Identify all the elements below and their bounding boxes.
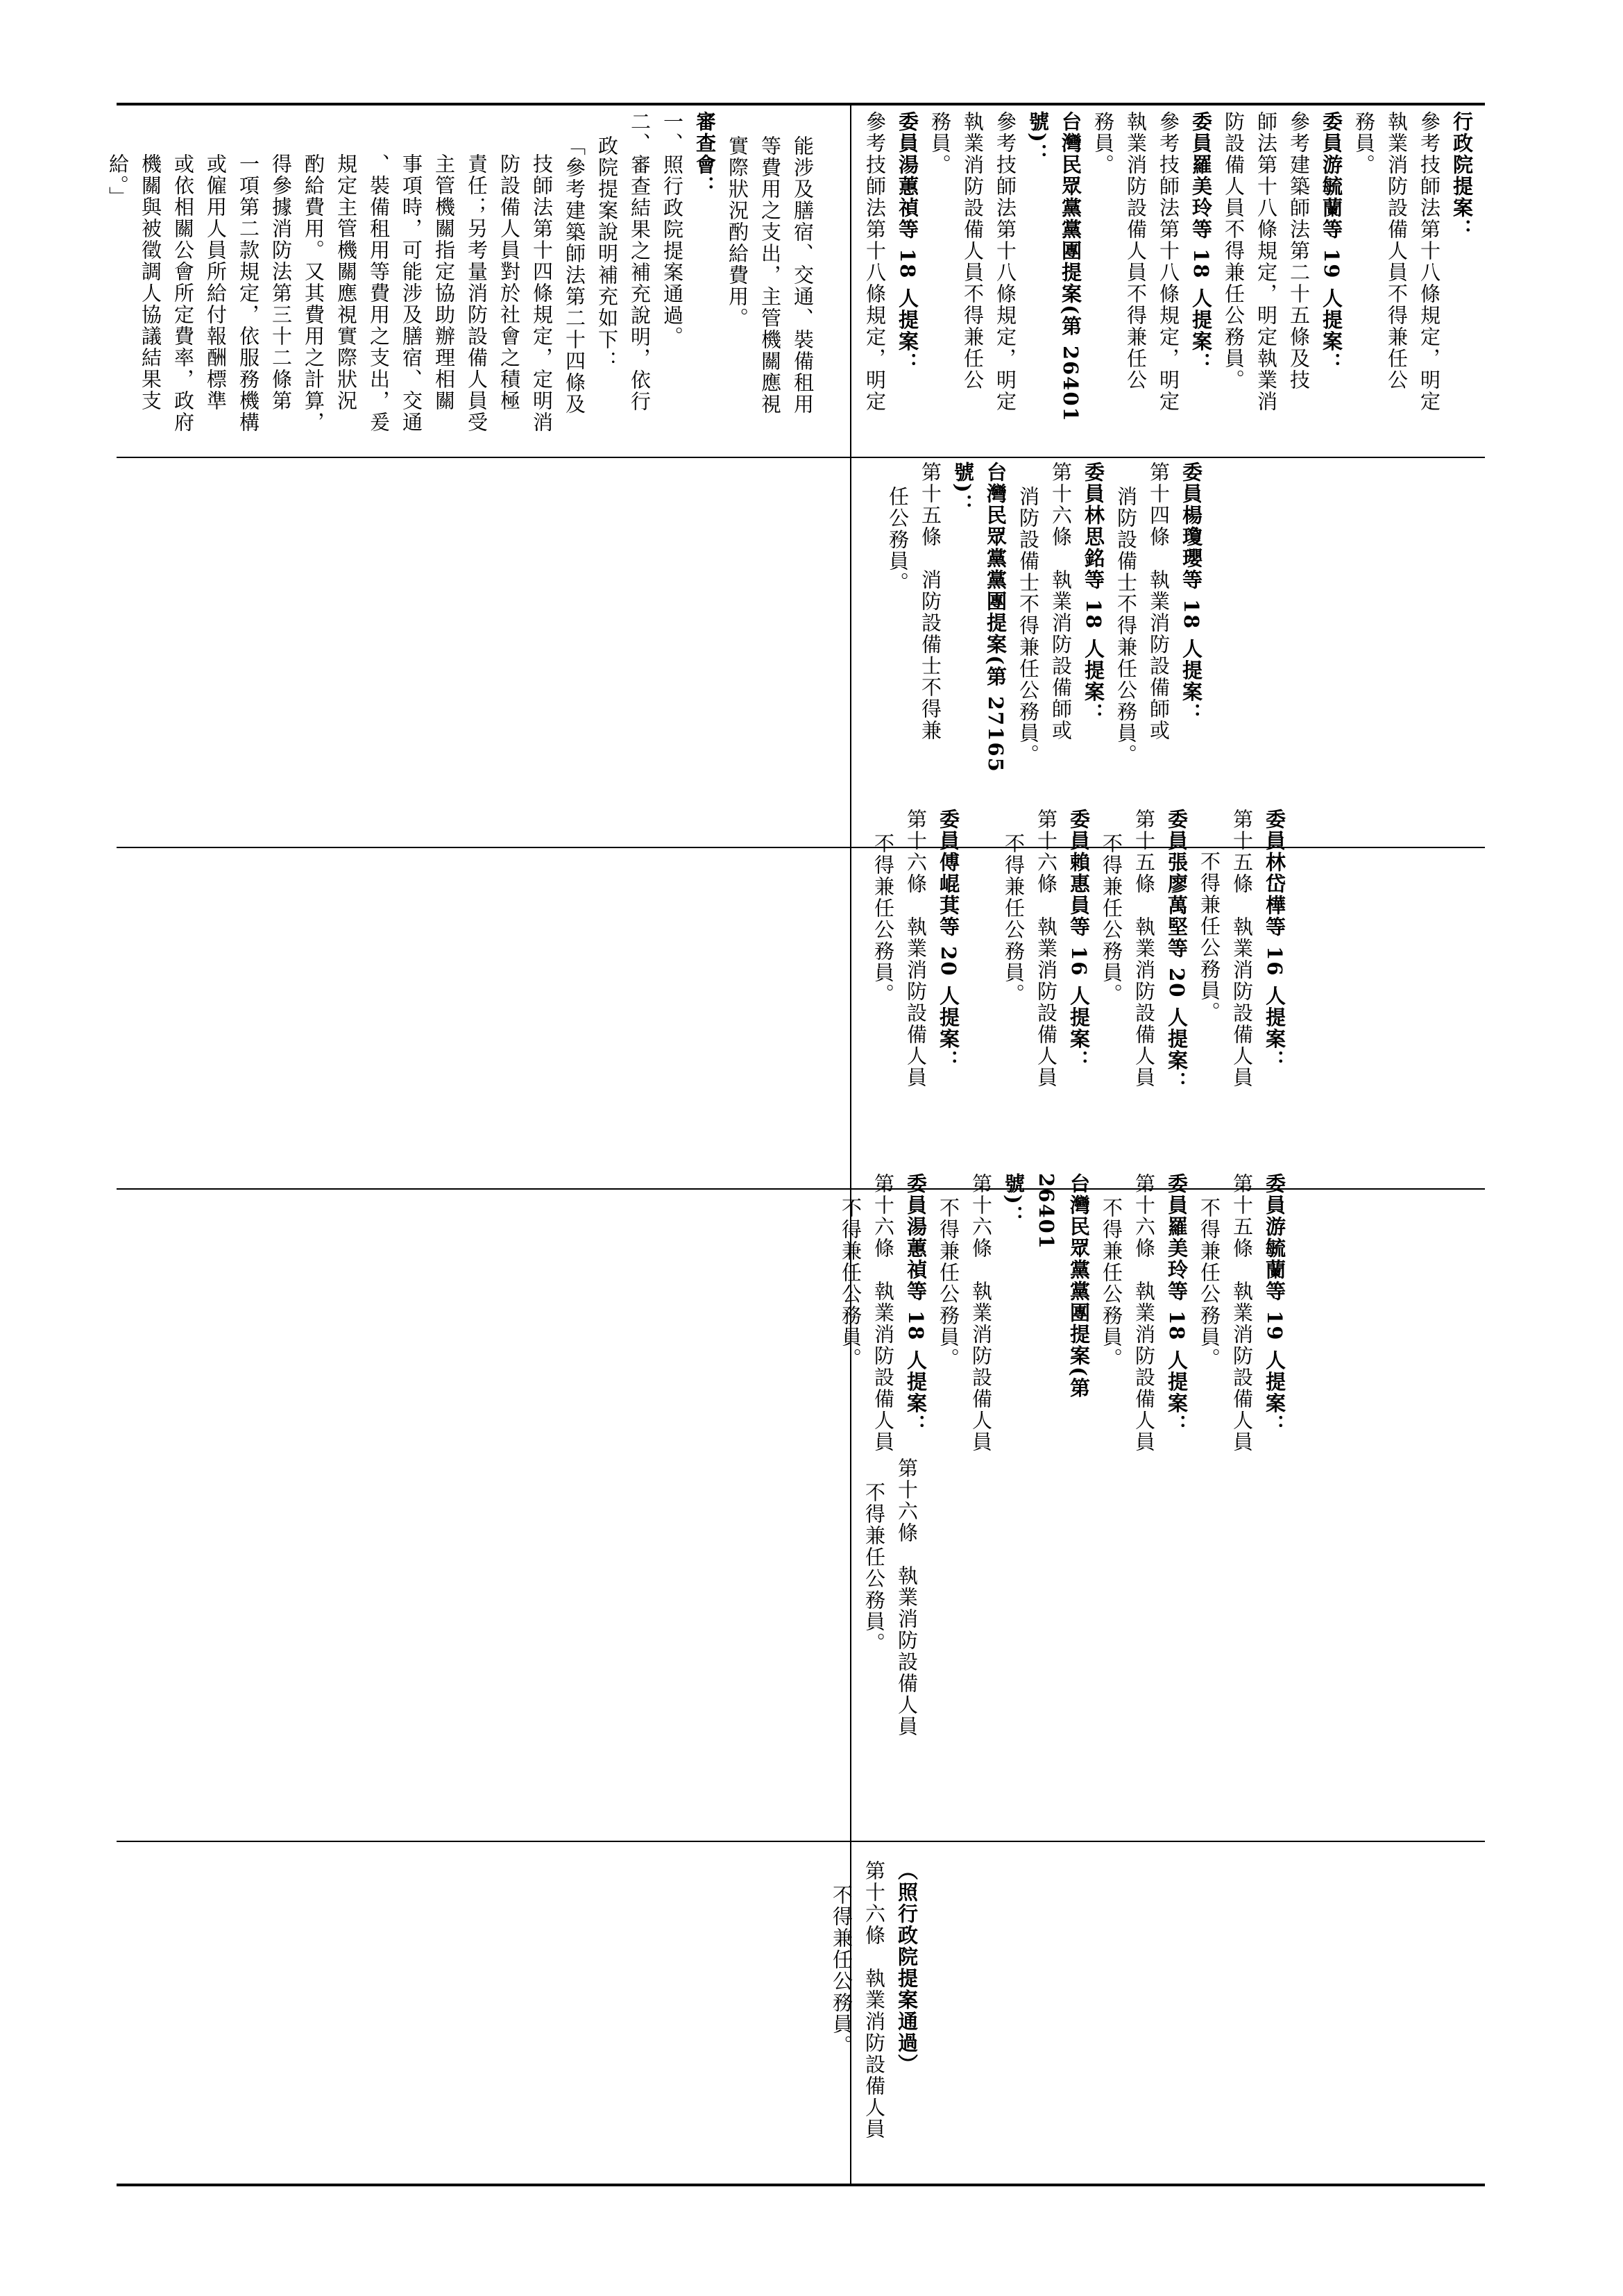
text-line: 消防設備士不得兼任公務員。 bbox=[1017, 485, 1040, 766]
text-block-proposals-a bbox=[805, 1173, 1291, 1464]
text-line: 號)： bbox=[1002, 1173, 1026, 1227]
text-line: 委員湯蕙禎等 18 人提案： bbox=[896, 111, 919, 374]
text-line: 執業消防設備人員不得兼任公 bbox=[961, 111, 985, 391]
text-line: 機關與被徵調人協議結果支 bbox=[139, 153, 162, 412]
text-line: 參考技師法第十八條規定，明定 bbox=[1157, 111, 1180, 412]
text-line: 得參據消防法第三十二條第 bbox=[269, 153, 293, 412]
text-line: 第十五條 執業消防設備人員 bbox=[1230, 1173, 1254, 1453]
text-line: 一項第二款規定，依服務機構 bbox=[237, 153, 260, 433]
text-line: 委員傅崐萁等 20 人提案： bbox=[937, 809, 960, 1072]
text-line: 委員羅美玲等 18 人提案： bbox=[1189, 111, 1213, 374]
bottom-rule bbox=[117, 2184, 1485, 2186]
text-line: 等費用之支出，主管機關應視 bbox=[758, 135, 782, 415]
text-line: 參考技師法第十八條規定，明定 bbox=[863, 111, 887, 412]
text-line: 第十六條 執業消防設備人員 bbox=[1132, 1173, 1156, 1453]
text-line: 執業消防設備人員不得兼任公 bbox=[1124, 111, 1148, 391]
text-line: 政院提案說明補充如下： bbox=[595, 135, 619, 372]
text-line: 行政院提案： bbox=[1450, 111, 1474, 240]
text-line: 不得兼任公務員。 bbox=[872, 832, 895, 1005]
text-line: 委員張廖萬堅等 20 人提案： bbox=[1165, 809, 1189, 1093]
block-divider bbox=[117, 1841, 1485, 1842]
text-line bbox=[965, 809, 997, 1135]
text-line: 實際狀況酌給費用。 bbox=[726, 135, 749, 329]
text-line: 務員。 bbox=[1091, 111, 1115, 176]
text-line: 委員賴惠員等 16 人提案： bbox=[1067, 809, 1091, 1072]
text-line: 執業消防設備人員不得兼任公 bbox=[1385, 111, 1409, 391]
text-line: 或僱用人員所給付報酬標準 bbox=[204, 153, 228, 412]
text-line: 事項時，可能涉及膳宿、交通 bbox=[400, 153, 423, 433]
text-line: 第十五條 消防設備士不得兼 bbox=[919, 462, 942, 741]
text-line: 不得兼任公務員。 bbox=[1002, 832, 1026, 1005]
text-line: 第十六條 執業消防設備人員 bbox=[872, 1173, 895, 1453]
text-line: 不得兼任公務員。 bbox=[937, 1197, 960, 1369]
text-line: 號)： bbox=[951, 462, 975, 516]
text-line: 能涉及膳宿、交通、裝備租用 bbox=[791, 135, 815, 415]
text-line: 委員林思銘等 18 人提案： bbox=[1082, 462, 1105, 725]
text-line: 第十六條 執業消防設備人員 bbox=[904, 809, 928, 1088]
text-line: （照行政院提案通過） bbox=[895, 1860, 919, 2075]
text-line: 第十五條 執業消防設備人員 bbox=[1132, 809, 1156, 1088]
text-line: 第十五條 執業消防設備人員 bbox=[1230, 809, 1254, 1088]
text-line: 委員林岱樺等 16 人提案： bbox=[1263, 809, 1286, 1072]
text-line: 委員楊瓊瓔等 18 人提案： bbox=[1180, 462, 1203, 725]
text-line: 消防設備士不得兼任公務員。 bbox=[1114, 485, 1138, 766]
text-line: 「參考建築師法第二十四條及 bbox=[563, 135, 586, 415]
text-line: 一、照行政院提案通過。 bbox=[661, 111, 684, 348]
text-line: 防設備人員不得兼任公務員。 bbox=[1222, 111, 1246, 391]
text-line: 委員游毓蘭等 19 人提案： bbox=[1263, 1173, 1286, 1436]
text-line: 防設備人員對於社會之積極 bbox=[498, 153, 521, 412]
text-line: 不得兼任公務員。 bbox=[1100, 1197, 1123, 1369]
text-line: 委員游毓蘭等 19 人提案： bbox=[1320, 111, 1343, 374]
text-block-passed bbox=[812, 1860, 923, 2166]
text-line: 規定主管機關應視實際狀況 bbox=[334, 153, 358, 412]
text-line: 不得兼任公務員。 bbox=[863, 1481, 886, 1654]
text-line: 台灣民眾黨黨團提案(第 26401 bbox=[1035, 1173, 1091, 1399]
text-line: 台灣民眾黨黨團提案(第 27165 bbox=[984, 462, 1008, 773]
text-block-explanations bbox=[805, 111, 1478, 451]
text-line: 給。」 bbox=[106, 153, 130, 208]
text-line: 參考技師法第十八條規定，明定 bbox=[994, 111, 1017, 412]
text-block-proposals-c bbox=[805, 462, 1207, 781]
text-line: 參考技師法第十八條規定，明定 bbox=[1418, 111, 1441, 412]
text-line: 參考建築師法第二十五條及技 bbox=[1287, 111, 1311, 391]
text-line: 第十六條 執業消防設備人員 bbox=[863, 1860, 886, 2140]
text-line: 師法第十八條規定，明定執業消 bbox=[1255, 111, 1278, 412]
text-line: 技師法第十四條規定，定明消 bbox=[530, 153, 554, 433]
text-line: 審查會： bbox=[693, 111, 717, 197]
text-line: 不得兼任公務員。 bbox=[830, 1884, 853, 2057]
text-line: 務員。 bbox=[928, 111, 952, 176]
text-line: 務員。 bbox=[1352, 111, 1376, 176]
text-block-review bbox=[106, 111, 819, 458]
text-line: 委員羅美玲等 18 人提案： bbox=[1165, 1173, 1189, 1436]
text-line: 第十六條 執業消防設備人員 bbox=[1035, 809, 1058, 1088]
text-line: 不得兼任公務員。 bbox=[1100, 832, 1123, 1005]
text-line: 二、審查結果之補充說明，依行 bbox=[628, 111, 652, 412]
text-line: 、裝備租用等費用之支出，爰 bbox=[367, 153, 391, 433]
text-line: 不得兼任公務員。 bbox=[1198, 1197, 1221, 1369]
text-line: 委員湯蕙禎等 18 人提案： bbox=[904, 1173, 928, 1436]
text-line: 酌給費用。又其費用之計算， bbox=[302, 153, 325, 433]
text-line: 第十六條 執業消防設備人員 bbox=[895, 1458, 919, 1737]
text-line: 不得兼任公務員。 bbox=[839, 1197, 863, 1369]
text-block-government bbox=[840, 1458, 923, 1749]
text-line: 不得兼任公務員。 bbox=[1198, 850, 1221, 1023]
text-line: 台灣民眾黨黨團提案(第 26401 bbox=[1059, 111, 1082, 423]
text-line: 責任；另考量消防設備人員受 bbox=[465, 153, 488, 433]
text-line: 或依相關公會所定費率，政府 bbox=[171, 153, 195, 433]
text-line: 第十四條 執業消防設備師或 bbox=[1147, 462, 1171, 741]
text-line: 第十六條 執業消防設備師或 bbox=[1049, 462, 1073, 741]
text-line: 任公務員。 bbox=[886, 485, 910, 593]
text-block-proposals-b bbox=[805, 809, 1291, 1135]
text-line: 主管機關指定協助辦理相關 bbox=[432, 153, 456, 412]
text-line: 第十六條 執業消防設備人員 bbox=[969, 1173, 993, 1453]
text-line: 號)： bbox=[1026, 111, 1050, 165]
